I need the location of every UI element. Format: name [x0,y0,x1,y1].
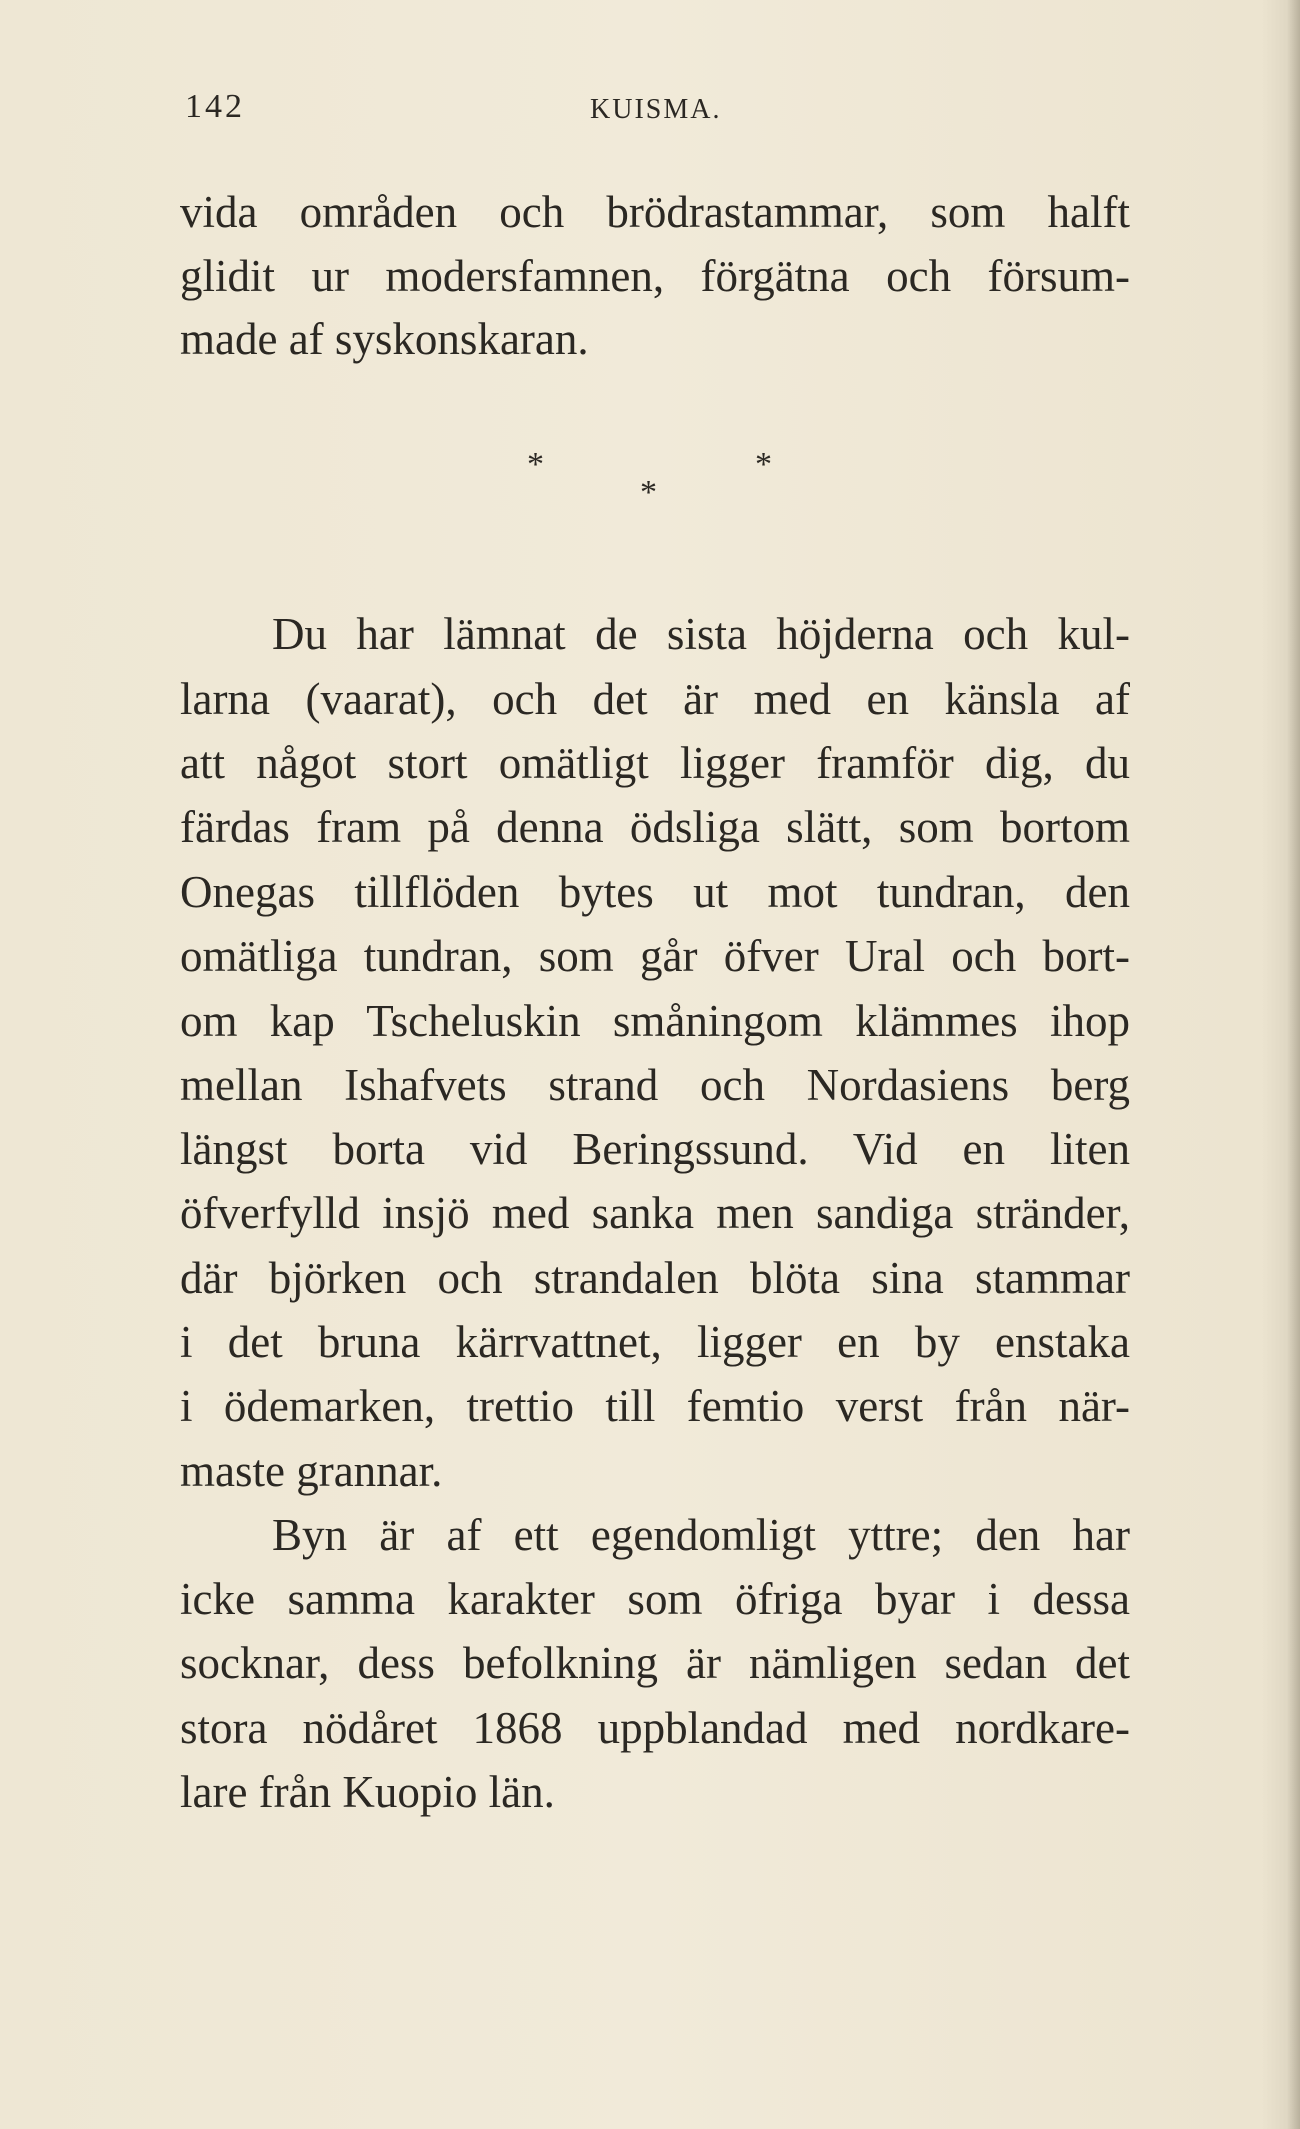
text-line: i ödemarken, trettio till femtio verst från när- [180,1381,1130,1431]
text-line: stora nödåret 1868 uppblandad med nordkare- [180,1703,1130,1753]
text-line: made af syskonskaran. [180,314,589,364]
text-line: vida områden och brödrastammar, som halft [180,187,1130,237]
separator-asterisk: * [640,474,657,511]
text-line: Onegas tillflöden bytes ut mot tundran, den [180,867,1130,917]
separator-asterisk: * [755,446,772,483]
text-line: mellan Ishafvets strand och Nordasiens berg [180,1060,1130,1110]
text-line: att något stort omätligt ligger framför dig, du [180,738,1130,788]
running-title: KUISMA. [590,94,722,125]
text-line: maste grannar. [180,1446,443,1496]
text-line: öfverfylld insjö med sanka men sandiga stränder, [180,1188,1130,1238]
text-line: där björken och strandalen blöta sina stammar [180,1253,1130,1303]
text-line: omätliga tundran, som går öfver Ural och bort- [180,931,1130,981]
text-line: om kap Tscheluskin småningom klämmes ihop [180,996,1130,1046]
text-line: längst borta vid Beringssund. Vid en liten [180,1124,1130,1174]
separator-asterisk: * [527,446,544,483]
text-line: socknar, dess befolkning är nämligen sedan det [180,1638,1130,1688]
text-line: Du har lämnat de sista höjderna och kul- [272,609,1130,659]
page-edge [1286,0,1300,2129]
text-line: lare från Kuopio län. [180,1767,555,1817]
text-line: Byn är af ett egendomligt yttre; den har [272,1510,1130,1560]
text-line: i det bruna kärrvattnet, ligger en by enstaka [180,1317,1130,1367]
text-line: färdas fram på denna ödsliga slätt, som bortom [180,802,1130,852]
text-line: icke samma karakter som öfriga byar i dessa [180,1574,1130,1624]
text-line: larna (vaarat), och det är med en känsla af [180,674,1130,724]
page-number: 142 [185,88,245,125]
text-line: glidit ur modersfamnen, förgätna och försum- [180,251,1130,301]
